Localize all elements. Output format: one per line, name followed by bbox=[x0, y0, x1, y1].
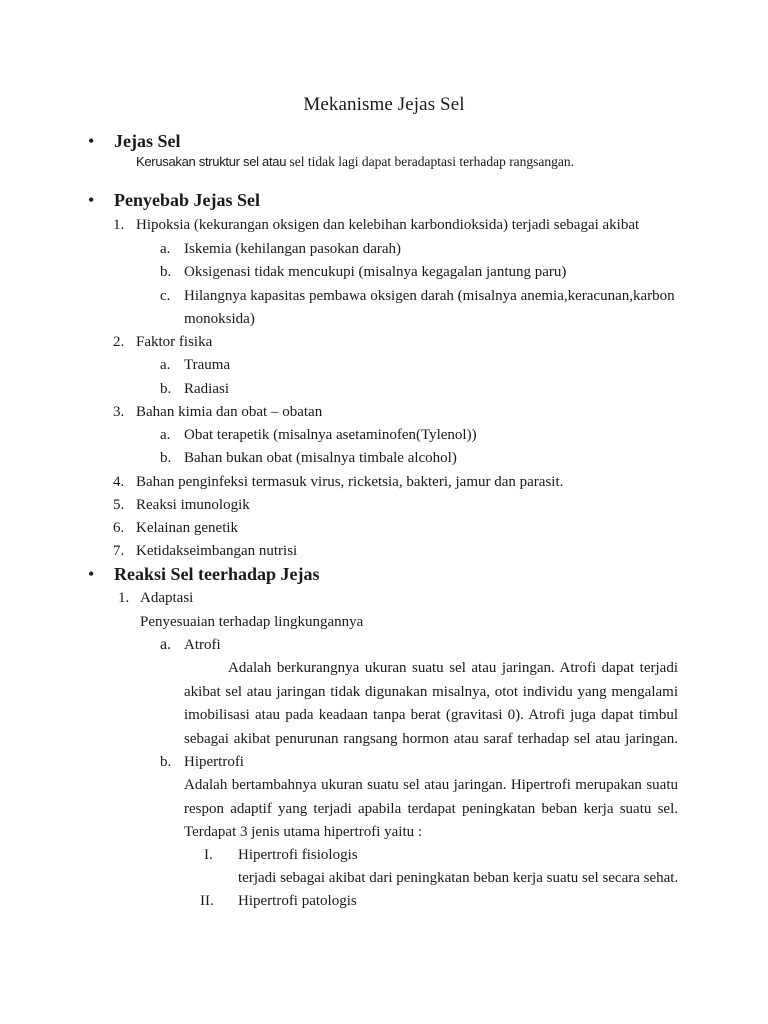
list-item: Faktor fisika bbox=[136, 334, 213, 350]
list-letter: b. bbox=[160, 381, 172, 397]
list-item: Iskemia (kehilangan pasokan darah) bbox=[184, 241, 401, 257]
list-number: 3. bbox=[113, 404, 125, 420]
list-item: Kelainan genetik bbox=[136, 520, 239, 536]
list-item: Atrofi bbox=[184, 637, 221, 653]
paragraph-line: respon adaptif yang terjadi apabila terdapat peningkatan beban kerja suatu sel. bbox=[184, 801, 678, 817]
definition-text bbox=[136, 154, 574, 170]
paragraph-line: Adalah bertambahnya ukuran suatu sel atau jaringan. Hipertrofi merupakan suatu bbox=[184, 777, 678, 793]
list-item: Hipoksia (kekurangan oksigen dan kelebihan karbondioksida) terjadi sebagai akibat bbox=[136, 217, 640, 233]
list-item: Bahan bukan obat (misalnya timbale alcohol) bbox=[184, 450, 457, 466]
list-number: 1. bbox=[113, 217, 125, 233]
list-letter: a. bbox=[160, 636, 172, 653]
section-heading-penyebab bbox=[88, 190, 260, 211]
list-number: 2. bbox=[113, 334, 125, 350]
bullet-icon: • bbox=[88, 131, 95, 151]
list-number: 6. bbox=[113, 520, 125, 536]
paragraph-line: terjadi sebagai akibat dari peningkatan beban kerja suatu sel secara sehat. bbox=[238, 870, 679, 886]
section-heading-reaksi bbox=[88, 564, 320, 585]
paragraph-line: Penyesuaian terhadap lingkungannya bbox=[140, 614, 364, 630]
list-item: Trauma bbox=[184, 357, 231, 373]
section-heading-jejas-sel bbox=[88, 131, 181, 152]
list-item: Ketidakseimbangan nutrisi bbox=[136, 543, 298, 559]
list-item: Hipertrofi patologis bbox=[238, 893, 357, 909]
list-letter: c. bbox=[160, 288, 171, 304]
list-item: Reaksi imunologik bbox=[136, 497, 250, 513]
bullet-icon: • bbox=[88, 190, 95, 210]
definition-text-part: Kerusakan struktur sel atau bbox=[136, 154, 287, 169]
list-roman: I. bbox=[204, 847, 213, 863]
page-title: Mekanisme Jejas Sel bbox=[303, 94, 465, 115]
list-item: Hilangnya kapasitas pembawa oksigen darah (misalnya anemia,keracunan,karbon bbox=[184, 288, 675, 304]
list-letter: a. bbox=[160, 357, 171, 373]
list-letter: a. bbox=[160, 427, 171, 443]
list-item: Adaptasi bbox=[140, 590, 194, 606]
list-item: Oksigenasi tidak mencukupi (misalnya kegagalan jantung paru) bbox=[184, 264, 567, 280]
list-item: Hipertrofi fisiologis bbox=[238, 847, 358, 863]
list-item: Hipertrofi bbox=[184, 754, 244, 770]
list-item: Bahan penginfeksi termasuk virus, ricketsia, bakteri, jamur dan parasit. bbox=[136, 474, 564, 490]
list-item: Radiasi bbox=[184, 381, 229, 397]
paragraph-line: sebagai akibat penurunan rangsang hormon atau saraf terhadap sel atau jaringan. bbox=[184, 731, 678, 747]
list-item-continuation: monoksida) bbox=[184, 311, 255, 327]
paragraph-line: akibat sel atau jaringan tidak digunakan misalnya, otot individu yang mengalami bbox=[184, 684, 678, 700]
bullet-icon: • bbox=[88, 564, 95, 584]
paragraph-line: Adalah berkurangnya ukuran suatu sel atau jaringan. Atrofi dapat terjadi bbox=[228, 660, 678, 676]
section-heading-label: Jejas Sel bbox=[114, 131, 181, 151]
section-heading-label: Penyebab Jejas Sel bbox=[114, 190, 260, 210]
list-letter: b. bbox=[160, 450, 172, 466]
list-letter: b. bbox=[160, 264, 172, 280]
list-number: 5. bbox=[113, 497, 125, 513]
list-number: 4. bbox=[113, 474, 125, 490]
paragraph-line: imobilisasi atau pada keadaan tanpa berat (gravitasi 0). Atrofi juga dapat timbul bbox=[184, 707, 678, 723]
list-item: Bahan kimia dan obat – obatan bbox=[136, 404, 323, 420]
list-number: 7. bbox=[113, 543, 125, 559]
list-letter: a. bbox=[160, 241, 171, 257]
definition-text-part: sel tidak lagi dapat beradaptasi terhadap rangsangan. bbox=[286, 154, 575, 169]
list-number: 1. bbox=[118, 590, 130, 606]
section-heading-label: Reaksi Sel teerhadap Jejas bbox=[114, 564, 320, 584]
list-item: Obat terapetik (misalnya asetaminofen(Tylenol)) bbox=[184, 427, 477, 443]
list-roman: II. bbox=[200, 893, 214, 909]
list-letter: b. bbox=[160, 754, 172, 770]
paragraph-line: Terdapat 3 jenis utama hipertrofi yaitu : bbox=[184, 824, 423, 840]
